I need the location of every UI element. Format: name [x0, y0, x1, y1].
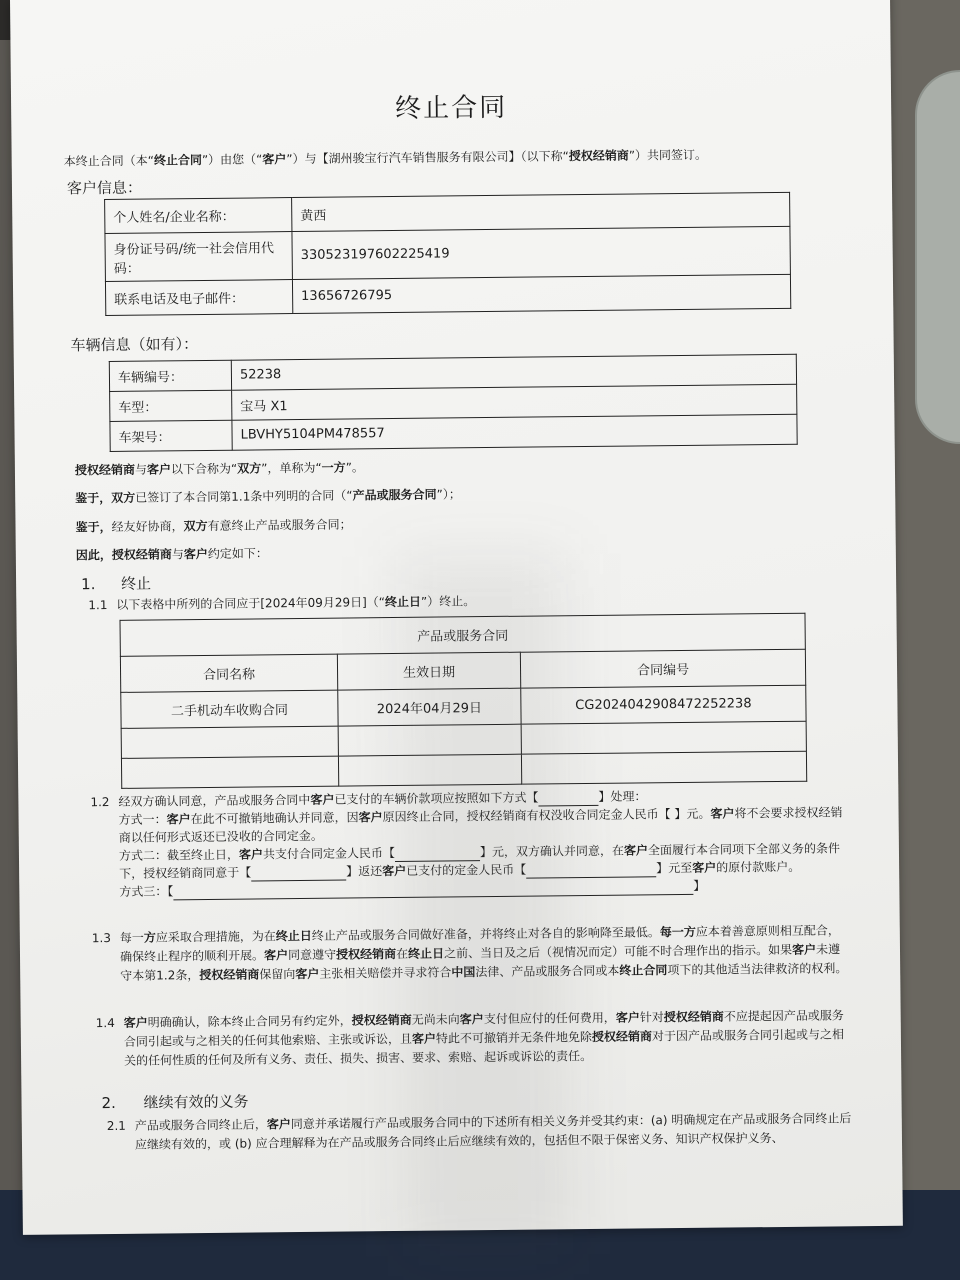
- customer-info-table: [104, 192, 791, 316]
- customer-contact-value: 13656726795: [292, 274, 790, 313]
- vehicle-info-table: [109, 354, 798, 452]
- cell-empty: [121, 726, 338, 758]
- whereas-clause-1: 鉴于，双方已签订了本合同第1.1条中列明的合同（“产品或服务合同”）；: [75, 487, 461, 506]
- phone-shadow: [396, 554, 573, 1256]
- therefore-clause: 因此，授权经销商与客户约定如下：: [75, 546, 268, 563]
- vehicle-vin-value: LBVHY5104PM478557: [232, 414, 797, 450]
- cell-empty: [121, 756, 338, 788]
- clause-2-1: 2.1 产品或服务合同终止后，客户同意并承诺履行产品或服务合同中的下述所有相关义务并受其约束：(a) 明确规定在产品或服务合同终止后应继续有效的，或 (b) 应合理解释为在产品或服务合同终止后应继续有效的，包括但不限于保密义务、知识产权保护义务、: [106, 1111, 852, 1152]
- contract-table-caption: 产品或服务合同: [120, 613, 805, 656]
- customer-id-value: 330523197602225419: [292, 226, 790, 279]
- document-title: 终止合同: [394, 92, 508, 124]
- cell-effective-date: 2024年04月29日: [338, 688, 521, 726]
- vehicle-id-label: 车辆编号：: [109, 360, 231, 391]
- computer-mouse: [915, 70, 960, 444]
- customer-id-label: 身份证号码/统一社会信用代码：: [105, 232, 292, 282]
- customer-section-label: 客户信息：: [66, 178, 143, 198]
- vehicle-section-label: 车辆信息（如有）：: [70, 335, 199, 355]
- intro-paragraph: 本终止合同（本“终止合同”）由您（“客户”）与【湖州骏宝行汽车销售服务有限公司】（以下称“授权经销商”）共同签订。: [63, 147, 708, 169]
- vehicle-model-value: 宝马 X1: [232, 384, 797, 420]
- customer-contact-label: 联系电话及电子邮件：: [105, 280, 292, 316]
- customer-name-label: 个人姓名/企业名称：: [105, 198, 292, 234]
- section-2-heading: 2. 继续有效的义务: [101, 1092, 249, 1113]
- header-contract-name: 合同名称: [120, 654, 337, 692]
- cell-contract-number: CG20240429084722522​38: [521, 685, 806, 724]
- clause-1-4: 1.4 客户明确确认，除本终止合同另有约定外，授权经销商无尚未向客户支付但应付的任何费用，客户针对授权经销商不应提起因产品或服务合同引起或与之相关的任何其他索赔、主张或诉讼，且客户特此不可撤销并无条件地免除授权经销商对于因产品或服务合同引起或与之相关的任何性质的任何及所有义务、责任、损失、损害、要求、索赔、起诉或诉讼的责任。: [95, 1008, 845, 1068]
- customer-name-value: 黄西: [292, 192, 790, 231]
- contract-document: [10, 0, 903, 1235]
- cell-contract-name: 二手机动车收购合同: [121, 690, 338, 728]
- clause-1-3: 1.3 每一方应采取合理措施，为在终止日终止产品或服务合同做好准备，并将终止对各自的影响降至最低。每一方应本着善意原则相互配合，确保终止程序的顺利开展。客户同意遵守授权经销商在终止日之前、当日及之后（视情况而定）可能不时合理作出的指示。如果客户未遵守本第1.2条，授权经销商保留向客户主张相关赔偿并寻求符合中国法律、产品或服务合同或本终止合同项下的其他适当法律救济的权利。: [91, 923, 848, 983]
- clause-1-1: 1.1 以下表格中所列的合同应于[2024年09月29日]（“终止日”）终止。: [88, 594, 476, 613]
- section-1-heading: 1. 终止: [81, 574, 152, 594]
- vehicle-id-value: 52238: [231, 354, 796, 390]
- vehicle-model-label: 车型：: [110, 390, 232, 421]
- clause-1-2: 1.2 经双方确认同意，产品或服务合同中客户已支付的车辆价款项应按照如下方式【 】处理： 方式一：客户在此不可撤销地确认并同意，因客户原因终止合同，授权经销商有权没收合同定金人民币【 】元。客户将不会要求授权经销商以任何形式返还已没收的合同定金。 方式二：截至终止日，客户共支付合同定金人民币【 】元，双方确认并同意，在客户全面履行本合同项下全部义务的条件下，授权经销商同意于【 】返还客户已支付的定金人民币【 】元至客户的原付款账户。 方式三：【 】: [90, 789, 843, 899]
- whereas-clause-2: 鉴于，经友好协商，双方有意终止产品或服务合同；: [75, 517, 352, 535]
- header-effective-date: 生效日期: [337, 652, 520, 690]
- header-contract-number: 合同编号: [520, 649, 805, 688]
- party-definition: 授权经销商与客户以下合称为“双方”，单称为“一方”。: [74, 460, 364, 478]
- vehicle-vin-label: 车架号：: [110, 420, 232, 451]
